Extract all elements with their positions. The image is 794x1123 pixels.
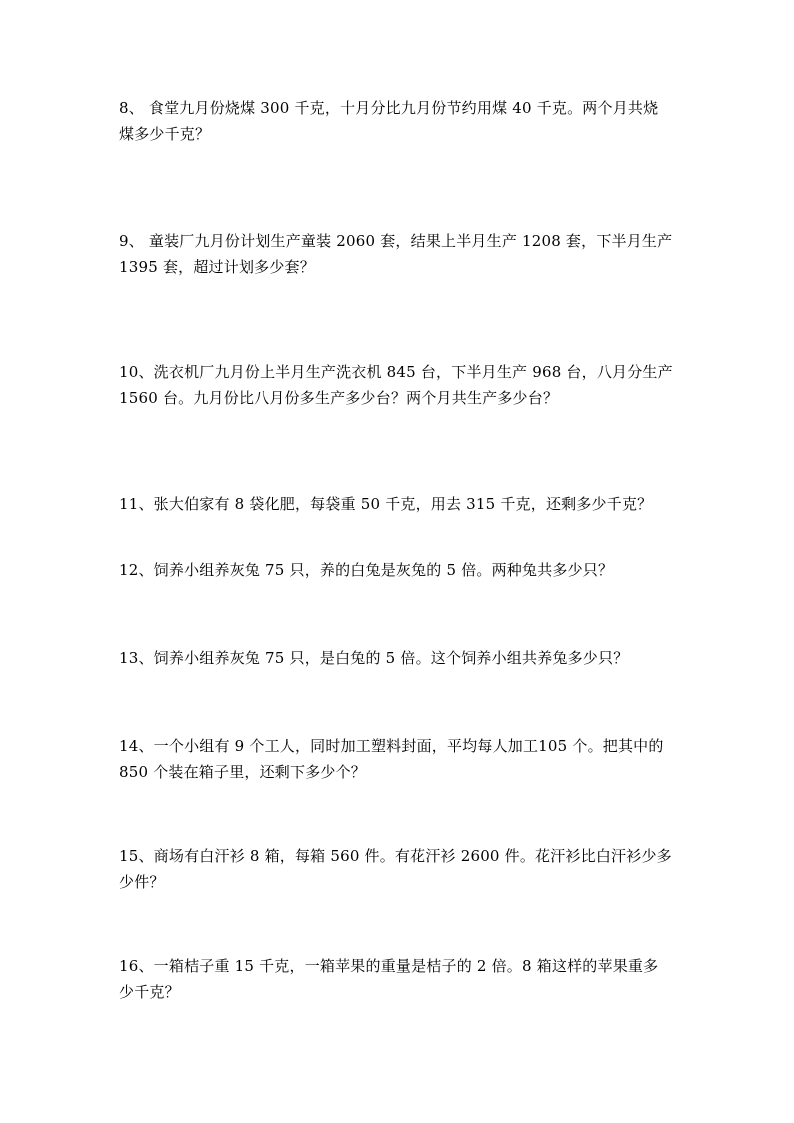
problem-line: 13、饲养小组养灰兔 75 只，是白兔的 5 倍。这个饲养小组共养兔多少只？ bbox=[119, 649, 629, 667]
problem-line: 15、商场有白汗衫 8 箱，每箱 560 件。有花汗衫 2600 件。花汗衫比白汗衫少多 bbox=[119, 847, 672, 865]
problem-14 bbox=[119, 733, 679, 785]
problem-line: 10、洗衣机厂九月份上半月生产洗衣机 845 台，下半月生产 968 台，八月分生产 bbox=[119, 363, 673, 381]
problem-line: 850 个装在箱子里，还剩下多少个？ bbox=[119, 763, 366, 781]
problem-line: 1560 台。九月份比八月份多生产多少台？两个月共生产多少台？ bbox=[119, 389, 559, 407]
problem-line: 9、 童装厂九月份计划生产童装 2060 套，结果上半月生产 1208 套，下半月生产 bbox=[119, 232, 673, 250]
problem-line: 1395 套，超过计划多少套？ bbox=[119, 258, 315, 276]
problem-11 bbox=[119, 491, 679, 517]
problem-line: 少件？ bbox=[119, 873, 165, 891]
problem-line: 8、 食堂九月份烧煤 300 千克，十月分比九月份节约用煤 40 千克。两个月共烧 bbox=[119, 99, 659, 117]
problem-15 bbox=[119, 843, 679, 895]
problem-line: 12、饲养小组养灰兔 75 只，养的白兔是灰兔的 5 倍。两种兔共多少只？ bbox=[119, 561, 614, 579]
problem-line: 少千克？ bbox=[119, 983, 180, 1001]
problem-13 bbox=[119, 645, 679, 671]
problem-line: 14、一个小组有 9 个工人，同时加工塑料封面，平均每人加工105 个。把其中的 bbox=[119, 737, 664, 755]
problem-line: 11、张大伯家有 8 袋化肥，每袋重 50 千克，用去 315 千克，还剩多少千克？ bbox=[119, 495, 653, 513]
problem-12 bbox=[119, 557, 679, 583]
problem-8 bbox=[119, 95, 679, 147]
problem-10 bbox=[119, 359, 679, 411]
problem-line: 16、一箱桔子重 15 千克，一箱苹果的重量是桔子的 2 倍。8 箱这样的苹果重多 bbox=[119, 957, 659, 975]
problem-16 bbox=[119, 953, 679, 1005]
problem-9 bbox=[119, 228, 679, 280]
problem-line: 煤多少千克？ bbox=[119, 125, 211, 143]
